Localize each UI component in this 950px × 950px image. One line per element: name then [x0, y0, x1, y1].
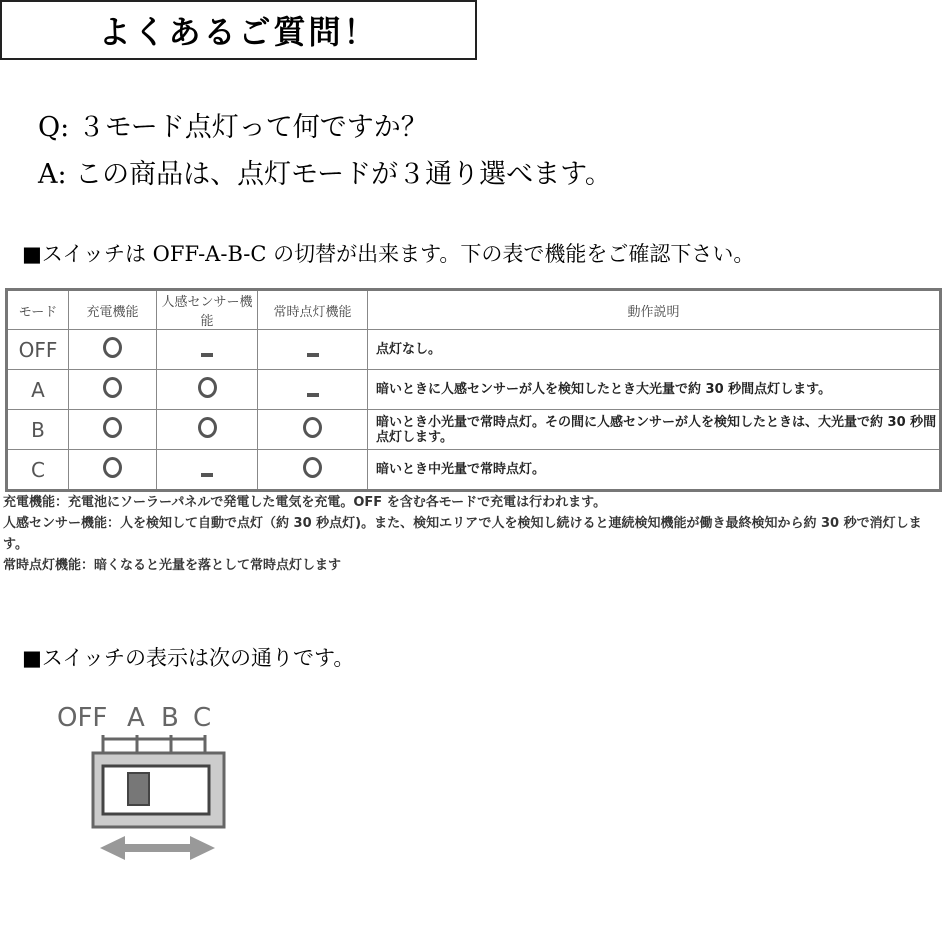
circle-icon	[103, 457, 122, 478]
double-arrow-icon	[100, 836, 215, 860]
description-cell: 暗いときに人感センサーが人を検知したとき大光量で約 30 秒間点灯します。	[368, 370, 941, 410]
constant-cell	[258, 330, 368, 370]
column-header: 充電機能	[69, 290, 157, 330]
note-constant: 常時点灯機能：暗くなると光量を落として常時点灯します	[3, 558, 342, 573]
note-sensor: 人感センサー機能：人を検知して自動で点灯（約 30 秒点灯)。また、検知エリアで人を検知し続けると連続検知機能が働き最終検知から約 30 秒で消灯します。	[3, 516, 922, 552]
switch-label-b: B	[161, 703, 179, 733]
circle-icon	[103, 337, 122, 358]
description-cell: 点灯なし。	[368, 330, 941, 370]
section-heading-switch: ■スイッチの表示は次の通りです。	[22, 646, 355, 670]
dash-icon	[307, 393, 319, 397]
circle-icon	[103, 417, 122, 438]
column-header: モード	[7, 290, 69, 330]
mode-cell: OFF	[7, 330, 69, 370]
table-row	[7, 450, 941, 491]
mode-table	[5, 288, 942, 492]
circle-icon	[103, 377, 122, 398]
table-row	[7, 370, 941, 410]
table-row	[7, 330, 941, 370]
note-charge: 充電機能：充電池にソーラーパネルで発電した電気を充電。OFF を含む各モードで充電は行われます。	[3, 495, 607, 510]
switch-graphic	[80, 735, 240, 865]
notes	[3, 492, 943, 576]
page-title: よくあるご質問！	[0, 0, 477, 60]
dash-icon	[307, 353, 319, 357]
constant-cell	[258, 450, 368, 491]
circle-icon	[303, 417, 322, 438]
table-row	[7, 410, 941, 450]
answer: A: この商品は、点灯モードが３通り選べます。	[38, 159, 612, 190]
dash-icon	[201, 473, 213, 477]
switch-label-a: A	[127, 703, 145, 733]
column-header: 動作説明	[368, 290, 941, 330]
sensor-cell	[157, 330, 258, 370]
sensor-cell	[157, 370, 258, 410]
circle-icon	[303, 457, 322, 478]
dash-icon	[201, 353, 213, 357]
constant-cell	[258, 410, 368, 450]
charge-cell	[69, 450, 157, 491]
mode-cell: C	[7, 450, 69, 491]
circle-icon	[198, 377, 217, 398]
sensor-cell	[157, 450, 258, 491]
switch-label-off: OFF	[57, 703, 108, 733]
mode-cell: A	[7, 370, 69, 410]
question: Q: ３モード点灯って何ですか？	[38, 112, 428, 143]
charge-cell	[69, 330, 157, 370]
charge-cell	[69, 370, 157, 410]
description-cell: 暗いとき小光量で常時点灯。その間に人感センサーが人を検知したときは、大光量で約 30 秒間点灯します。	[368, 410, 941, 450]
sensor-cell	[157, 410, 258, 450]
switch-label-c: C	[193, 703, 212, 733]
column-header: 人感センサー機能	[157, 290, 258, 330]
section-heading-table: ■スイッチは OFF-A-B-C の切替が出来ます。下の表で機能をご確認下さい。	[22, 242, 755, 266]
constant-cell	[258, 370, 368, 410]
charge-cell	[69, 410, 157, 450]
description-cell: 暗いとき中光量で常時点灯。	[368, 450, 941, 491]
column-header: 常時点灯機能	[258, 290, 368, 330]
mode-cell: B	[7, 410, 69, 450]
switch-slider	[128, 773, 149, 805]
circle-icon	[198, 417, 217, 438]
